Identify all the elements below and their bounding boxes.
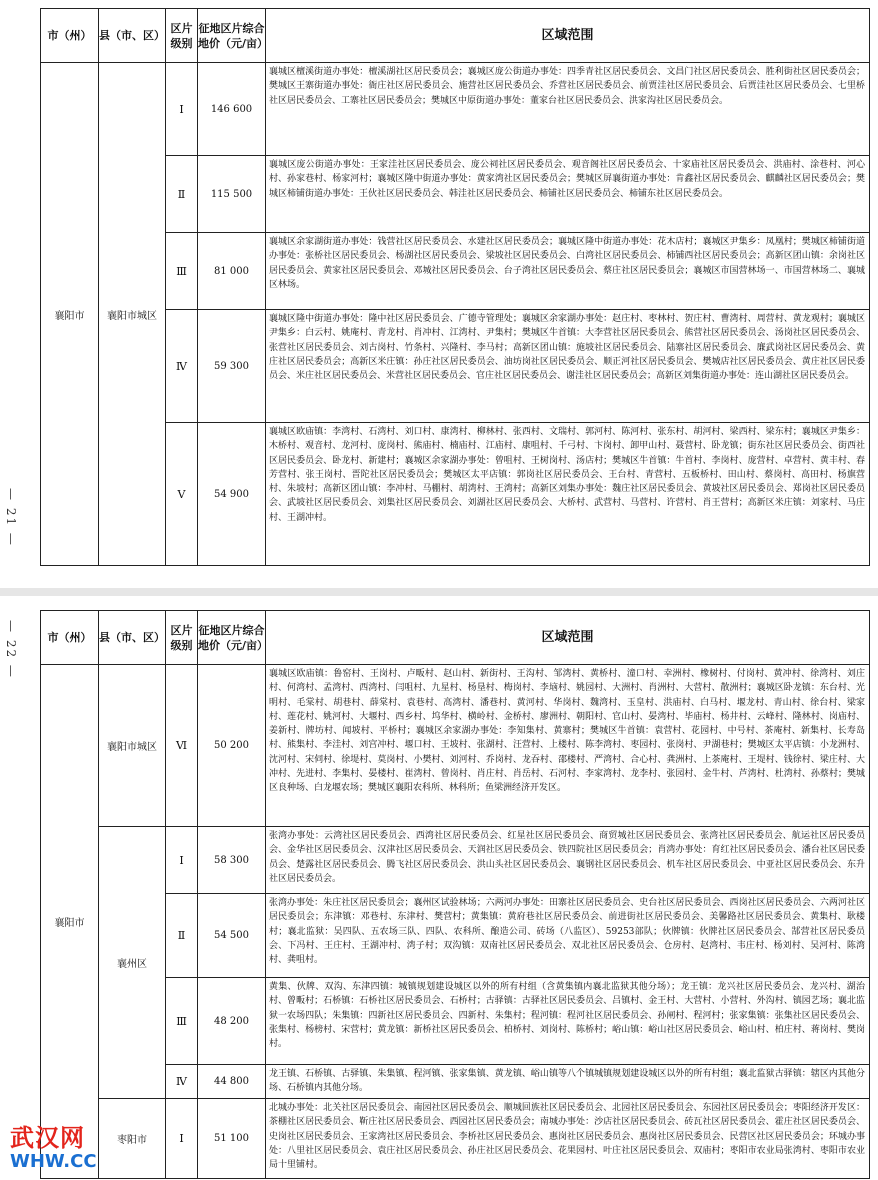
city-cell: 襄阳市 <box>41 63 99 566</box>
table-row <box>41 665 870 827</box>
table-header-row <box>41 611 870 665</box>
table-row <box>41 978 870 1065</box>
table-header-row <box>41 9 870 63</box>
area-cell: 襄城区隆中街道办事处：隆中社区居民委员会、广德寺管理处；襄城区余家湖办事处：赵庄村、枣林村、贺庄村、曹湾村、周营村、黄龙观村；襄城区尹集乡：白云村、姚庵村、青龙村、肖冲村、江湾村、尹集村；樊城区牛首镇：大李营社区居民委员会、熊营社区居民委员会、汤岗社区居民委员会、张营社区居民委员会、刘古岗村、竹条村、兴隆村、李马村；高新区团山镇：施坡社区居民委员会、陆寨社区居民委员会、廉武岗社区居民委员会、黄庄社区居民委员会；高新区米庄镇：孙庄社区居民委员会、油坊岗社区居民委员会、顺正河社区居民委员会、樊城店社区居民委员会、黄庄社区居民委员会、米庄社区居民委员会、米营社区居民委员会、官庄社区居民委员会、谢洼社区居民委员会；高新区刘集街道办事处：连山湖社区居民委员会。 <box>266 310 870 423</box>
table-row <box>41 233 870 310</box>
level-cell: Ⅲ <box>166 978 198 1065</box>
area-cell: 襄城区檀溪街道办事处：檀溪湖社区居民委员会；襄城区庞公街道办事处：四季青社区居民委员会、文昌门社区居民委员会、胜利街社区居民委员会；樊城区王寨街道办事处：衙庄社区居民委员会、施营社区居民委员会、乔营社区居民委员会、前贾洼社区居民委员会、后贾洼社区居民委员会、七里桥社区居民委员会、工寨社区居民委员会；樊城区中原街道办事处：董家台社区居民委员会、洪家沟社区居民委员会。 <box>266 63 870 156</box>
price-cell: 54 500 <box>198 894 266 978</box>
table-row <box>41 156 870 233</box>
price-cell: 115 500 <box>198 156 266 233</box>
price-cell: 59 300 <box>198 310 266 423</box>
price-cell: 146 600 <box>198 63 266 156</box>
header-city: 市（州） <box>41 611 99 665</box>
table-row <box>41 827 870 894</box>
price-cell: 44 800 <box>198 1065 266 1099</box>
site-watermark-logo <box>10 1124 97 1172</box>
header-level: 区片级别 <box>166 611 198 665</box>
document-page-21 <box>0 0 878 588</box>
level-cell: Ⅰ <box>166 1099 198 1179</box>
price-cell: 48 200 <box>198 978 266 1065</box>
table-row <box>41 894 870 978</box>
table-row <box>41 310 870 423</box>
price-cell: 58 300 <box>198 827 266 894</box>
area-cell: 北城办事处：北关社区居民委员会、南园社区居民委员会、顺城回族社区居民委员会、北园社区居民委员会、东园社区居民委员会；枣阳经济开发区：茶棚社区居民委员会、靳庄社区居民委员会、西园社区居民委员会；南城办事处：沙店社区居民委员会、砖瓦社区居民委员会、霍庄社区居民委员会、史岗社区居民委员会、王家湾社区居民委员会、李桥社区居民委员会、惠岗社区居民委员会、惠岗社区居民委员会、民营区社区居民委员会；环城办事处：八里社区居民委员会、袁庄社区居民委员会、孙庄社区居民委员会、花果园村、叶庄社区居民委员会、双庙村；枣阳市农业局张湾村、枣阳市农业局十里铺村。 <box>266 1099 870 1179</box>
watermark-en: WHW.CC <box>10 1151 97 1172</box>
document-page-22 <box>0 596 878 1180</box>
watermark-cn: 武汉网 <box>10 1124 85 1152</box>
area-cell: 张湾办事处：朱庄社区居民委员会；襄州区试验林场；六两河办事处：田寨社区居民委员会、史台社区居民委员会、西岗社区居民委员会、六两河社区居民委员会；东津镇：邓巷村、东津村、樊营村；黄集镇：黄府巷社区居民委员会、前进街社区居民委员会、美馨路社区居民委员会、黄集村、耿楼村；襄北监狱：吴四队、五农场三队、四队、农科所、酿造公司、砖场（八监区）、59253部队；伙牌镇：伙牌社区居民委员会、郜营社区居民委员会、下冯村、王庄村、王湖冲村、湾子村；双沟镇：双南社区居民委员会、双北社区居民委员会、仓房村、赵湾村、韦庄村、杨刘村、吴河村、陈湾村、龚咀村。 <box>266 894 870 978</box>
level-cell: Ⅳ <box>166 310 198 423</box>
area-cell: 襄城区欧庙镇：鲁窑村、王岗村、卢畈村、赵山村、新街村、王沟村、邹湾村、黄桥村、潼口村、幸洲村、橡树村、付岗村、黄冲村、徐湾村、刘庄村、何湾村、孟湾村、西湾村、闫咀村、九星村、杨垦村、梅岗村、李垴村、姚园村、大洲村、肖洲村、大营村、散洲村；襄城区卧龙镇：东台村、光明村、毛棠村、胡巷村、薛棠村、袁巷村、高湾村、潘巷村、黄河村、华岗村、魏湾村、玉皇村、洪庙村、白马村、堰龙村、青山村、徐台村、梁家村、莲花村、姚河村、大堰村、西乡村、坞华村、横岭村、金桥村、廖洲村、朝阳村、官山村、晏湾村、毕庙村、杨井村、云峰村、隆林村、岗庙村、姜新村、牌坊村、闻坡村、平桥村；襄城区余家湖办事处：李知集村、黄寨村；樊城区牛首镇：袁营村、花园村、中号村、茶庵村、新集村、长寿岛村、熊集村、李洼村、刘宫冲村、堰口村、王坡村、张湖村、汪营村、上楼村、陈李湾村、枣园村、张岗村、尹湖巷村；樊城区太平店镇：小龙洲村、沈河村、宋伺村、徐堤村、莫岗村、小樊村、刘河村、乔岗村、龙吞村、邵楼村、严湾村、合心村、龚洲村、上茶庵村、王堤村、钱徐村、梁庄村、大冲村、先进村、李集村、晏楼村、崔湾村、曾岗村、肖庄村、肖岳村、石河村、李家湾村、龙李村、张园村、金牛村、芦湾村、杜湾村、孙蔡村；樊城区良种场、白龙堰农场；樊城区襄阳农科所、林科所；鱼梁洲经济开发区。 <box>266 665 870 827</box>
level-cell: Ⅳ <box>166 1065 198 1099</box>
header-county: 县（市、区） <box>99 611 166 665</box>
price-cell: 50 200 <box>198 665 266 827</box>
county-cell: 襄州区 <box>99 827 166 1099</box>
level-cell: Ⅰ <box>166 63 198 156</box>
county-cell: 枣阳市 <box>99 1099 166 1179</box>
price-cell: 51 100 <box>198 1099 266 1179</box>
page-number: — 21 — <box>4 488 18 547</box>
level-cell: Ⅱ <box>166 156 198 233</box>
header-area: 区域范围 <box>266 611 870 665</box>
area-cell: 襄城区余家湖街道办事处：钱营社区居民委员会、水建社区居民委员会；襄城区隆中街道办事处：花木店村；襄城区尹集乡：凤凰村；樊城区柿铺街道办事处：张桥社区居民委员会、杨湖社区居民委员会、梁坡社区居民委员会、白湾社区居民委员会、柿铺西社区居民委员会；高新区团山镇：余岗社区居民委员会、黄家社区居民委员会、邓城社区居民委员会、台子湾社区居民委员会、蔡庄社区居民委员会；襄城区市国营林场一、市国营林场二、襄城区林场。 <box>266 233 870 310</box>
table-row <box>41 423 870 566</box>
header-city: 市（州） <box>41 9 99 63</box>
header-price: 征地区片综合地价（元/亩） <box>198 9 266 63</box>
level-cell: Ⅴ <box>166 423 198 566</box>
area-cell: 襄城区欧庙镇：李湾村、石湾村、刘口村、康湾村、柳林村、张西村、文瑞村、郭河村、陈河村、张东村、胡河村、梁西村、梁东村；襄城区尹集乡：木桥村、观音村、龙河村、庞岗村、熊庙村、楠庙村、江庙村、康咀村、千弓村、卞岗村、卸甲山村、聂营村、卧龙镇；街东社区居民委员会、街西社区居民委员会、卧龙村、新建村；襄城区余家湖办事处：曾咀村、王树岗村、汤店村；樊城区牛首镇：牛首村、李岗村、庞营村、卓营村、黄丰村、春芳营村、张王岗村、晋陀社区居民委员会；樊城区太平店镇：郭岗社区居民委员会、王台村、青营村、五板桥村、田山村、蔡岗村、高田村、杨旗营村、朱坡村；高新区团山镇：李冲村、马棚村、胡湾村、王湾村；高新区刘集办事处：魏庄社区居民委员会、黄坡社区居民委员会、郑岗社区居民委员会、武坡社区居民委员会、刘集社区居民委员会、刘湖社区居民委员会、大桥村、武营村、马营村、许营村、肖王营村；高新区米庄镇：刘家村、马庄村、王湖冲村。 <box>266 423 870 566</box>
table-row <box>41 1065 870 1099</box>
city-cell: 襄阳市 <box>41 665 99 1179</box>
area-cell: 张湾办事处：云湾社区居民委员会、西湾社区居民委员会、红星社区居民委员会、商贸城社区居民委员会、张湾社区居民委员会、航运社区居民委员会、金华社区居民委员会、汉津社区居民委员会、天润社区居民委员会、铁四院社区居民委员会；肖湾办事处：育红社区居民委员会、潘台社区居民委员会、楚露社区居民委员会、腾飞社区居民委员会、洪山头社区居民委员会、襄钢社区居民委员会、机车社区居民委员会、中亚社区居民委员会、东升社区居民委员会。 <box>266 827 870 894</box>
land-price-table-page-22 <box>40 610 870 1179</box>
area-cell: 黄集、伙牌、双沟、东津四镇：城镇规划建设城区以外的所有村组（含黄集镇内襄北监狱其他分场）；龙王镇：龙兴社区居民委员会、龙兴村、湖治村、曾畈村；石桥镇：石桥社区居民委员会、石桥村；古驿镇：古驿社区居民委员会、吕镇村、金王村、大营村、小营村、外沟村、镇园艺场；襄北监狱一农场四队；朱集镇：四新社区居民委员会、四新村、朱集村；程河镇：程河社区居民委员会、孙闸村、程河村；张家集镇：张集社区居民委员会、张集村、杨榜村、宋营村；黄龙镇：新桥社区居民委员会、柏桥村、刘岗村、陈桥村；峪山镇：峪山社区居民委员会、峪山村、柏庄村、蒋岗村、樊岗村。 <box>266 978 870 1065</box>
level-cell: Ⅵ <box>166 665 198 827</box>
header-price: 征地区片综合地价（元/亩） <box>198 611 266 665</box>
table-row <box>41 63 870 156</box>
header-level: 区片级别 <box>166 9 198 63</box>
level-cell: Ⅰ <box>166 827 198 894</box>
level-cell: Ⅱ <box>166 894 198 978</box>
area-cell: 龙王镇、石桥镇、古驿镇、朱集镇、程河镇、张家集镇、黄龙镇、峪山镇等八个镇城镇规划建设城区以外的所有村组；襄北监狱古驿镇：辖区内其他分场、石桥镇内其他分场。 <box>266 1065 870 1099</box>
price-cell: 54 900 <box>198 423 266 566</box>
header-area: 区域范围 <box>266 9 870 63</box>
page-number: — 22 — <box>4 620 18 679</box>
county-cell: 襄阳市城区 <box>99 63 166 566</box>
land-price-table-page-21 <box>40 8 870 566</box>
header-county: 县（市、区） <box>99 9 166 63</box>
table-row <box>41 1099 870 1179</box>
level-cell: Ⅲ <box>166 233 198 310</box>
county-cell: 襄阳市城区 <box>99 665 166 827</box>
price-cell: 81 000 <box>198 233 266 310</box>
area-cell: 襄城区庞公街道办事处：王家洼社区居民委员会、庞公祠社区居民委员会、观音阁社区居民委员会、十家庙社区居民委员会、洪庙村、涂巷村、河心村、孙家巷村、杨家河村；襄城区隆中街道办事处：黄家湾社区居民委员会；樊城区屏襄街道办事处：肯鑫社区居民委员会、麒麟社区居民委员会；樊城区柿铺街道办事处：王伙社区居民委员会、韩洼社区居民委员会、柿铺社区居民委员会、柿铺东社区居民委员会。 <box>266 156 870 233</box>
